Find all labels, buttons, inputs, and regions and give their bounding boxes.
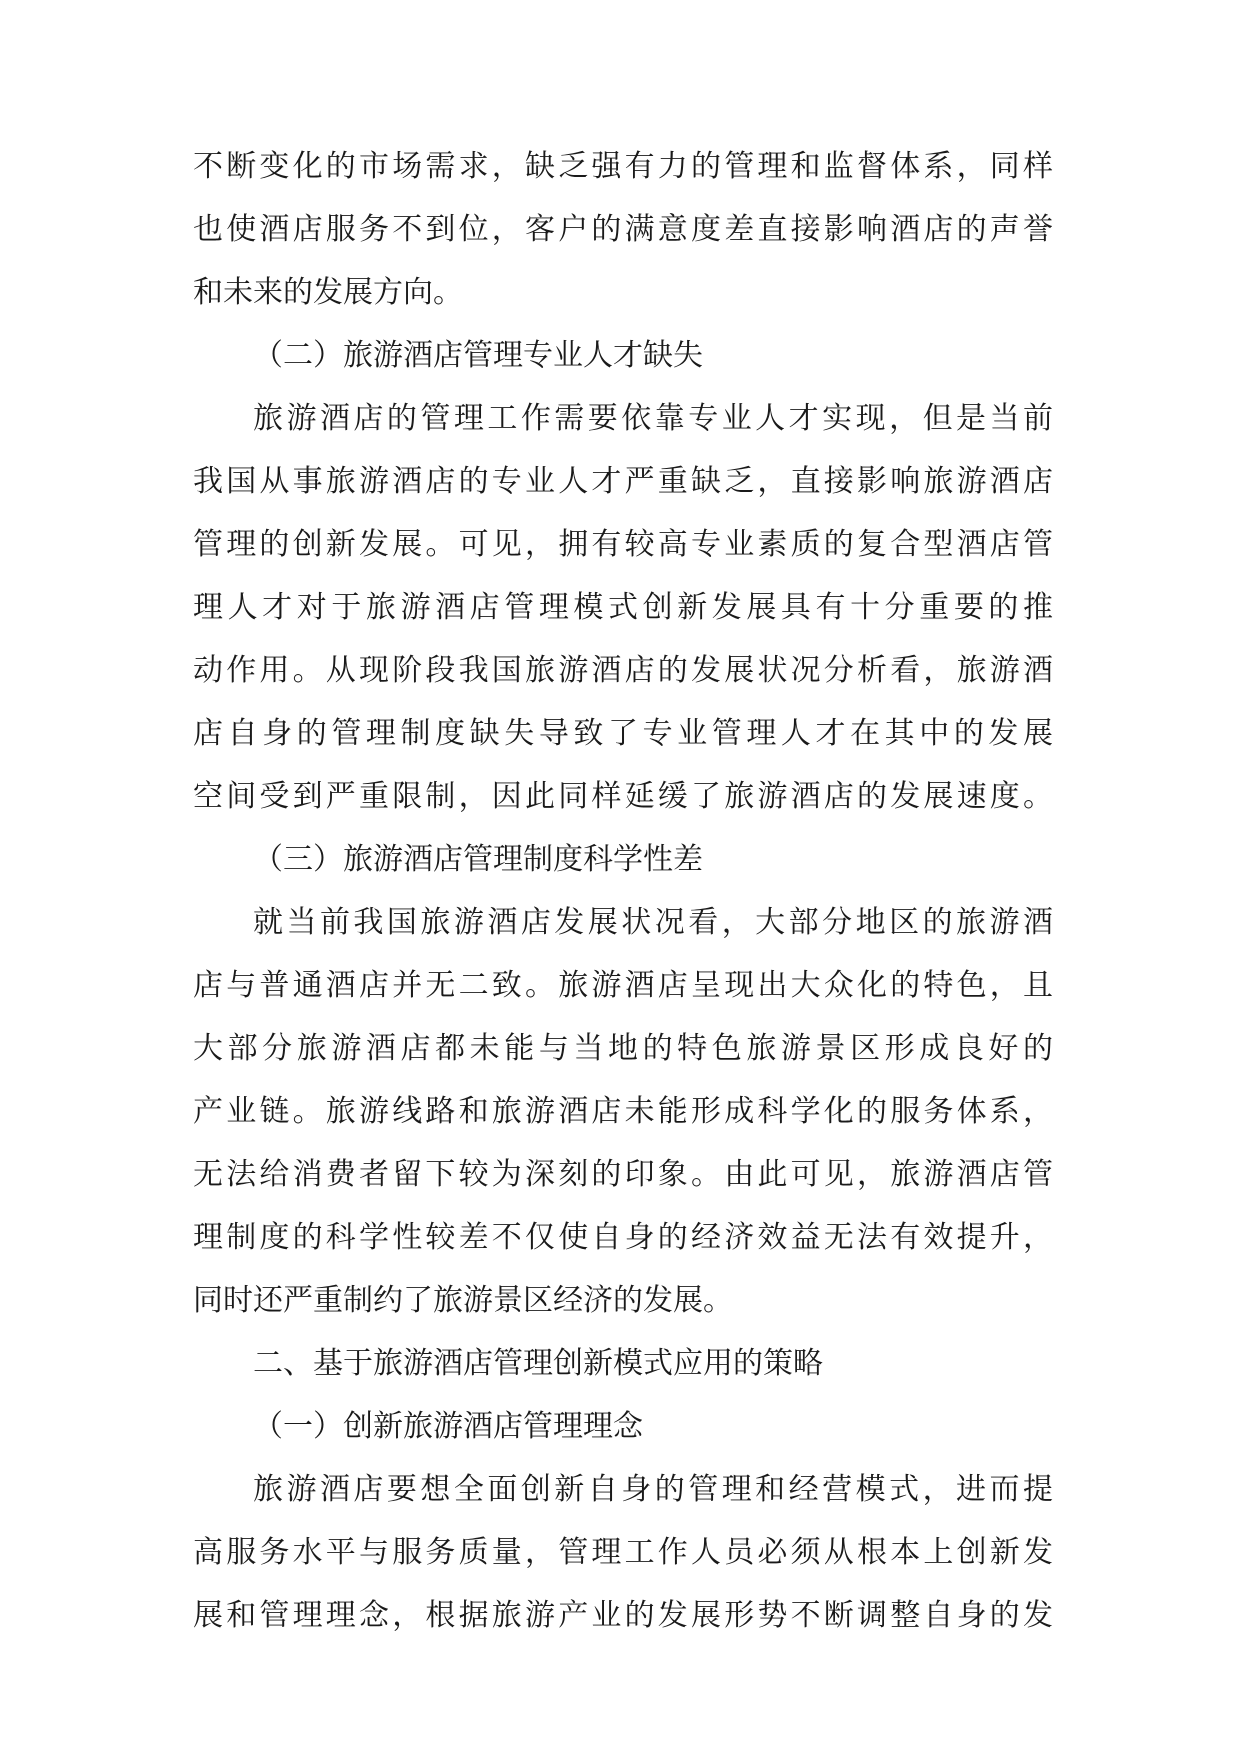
section-heading: （二）旅游酒店管理专业人才缺失: [253, 338, 703, 373]
subsection-heading: （一）创新旅游酒店管理理念: [253, 1409, 643, 1444]
paragraph-line: 就当前我国旅游酒店发展状况看，大部分地区的旅游酒: [253, 905, 1053, 940]
paragraph-line: 店与普通酒店并无二致。旅游酒店呈现出大众化的特色，且: [193, 968, 1053, 1003]
paragraph-line: 产业链。旅游线路和旅游酒店未能形成科学化的服务体系，: [193, 1094, 1053, 1129]
paragraph-line: 动作用。从现阶段我国旅游酒店的发展状况分析看，旅游酒: [193, 653, 1053, 688]
paragraph-line: 店自身的管理制度缺失导致了专业管理人才在其中的发展: [193, 716, 1053, 751]
paragraph-line: 不断变化的市场需求，缺乏强有力的管理和监督体系，同样: [193, 149, 1053, 184]
paragraph-line: 大部分旅游酒店都未能与当地的特色旅游景区形成良好的: [193, 1031, 1053, 1066]
section-heading: （三）旅游酒店管理制度科学性差: [253, 842, 703, 877]
paragraph-line: 高服务水平与服务质量，管理工作人员必须从根本上创新发: [193, 1535, 1053, 1570]
paragraph-line: 无法给消费者留下较为深刻的印象。由此可见，旅游酒店管: [193, 1157, 1053, 1192]
paragraph-line: 旅游酒店的管理工作需要依靠专业人才实现，但是当前: [253, 401, 1053, 436]
paragraph-line: 我国从事旅游酒店的专业人才严重缺乏，直接影响旅游酒店: [193, 464, 1053, 499]
paragraph-line: 空间受到严重限制，因此同样延缓了旅游酒店的发展速度。: [193, 779, 1053, 814]
paragraph-line: 同时还严重制约了旅游景区经济的发展。: [193, 1283, 733, 1318]
paragraph-line: 管理的创新发展。可见，拥有较高专业素质的复合型酒店管: [193, 527, 1053, 562]
paragraph-line: 展和管理理念，根据旅游产业的发展形势不断调整自身的发: [193, 1598, 1053, 1633]
section-heading: 二、基于旅游酒店管理创新模式应用的策略: [253, 1346, 823, 1381]
paragraph-line: 和未来的发展方向。: [193, 275, 463, 310]
paragraph-line: 理人才对于旅游酒店管理模式创新发展具有十分重要的推: [193, 590, 1053, 625]
paragraph-line: 也使酒店服务不到位，客户的满意度差直接影响酒店的声誉: [193, 212, 1053, 247]
paragraph-line: 理制度的科学性较差不仅使自身的经济效益无法有效提升，: [193, 1220, 1053, 1255]
paragraph-line: 旅游酒店要想全面创新自身的管理和经营模式，进而提: [253, 1472, 1053, 1507]
